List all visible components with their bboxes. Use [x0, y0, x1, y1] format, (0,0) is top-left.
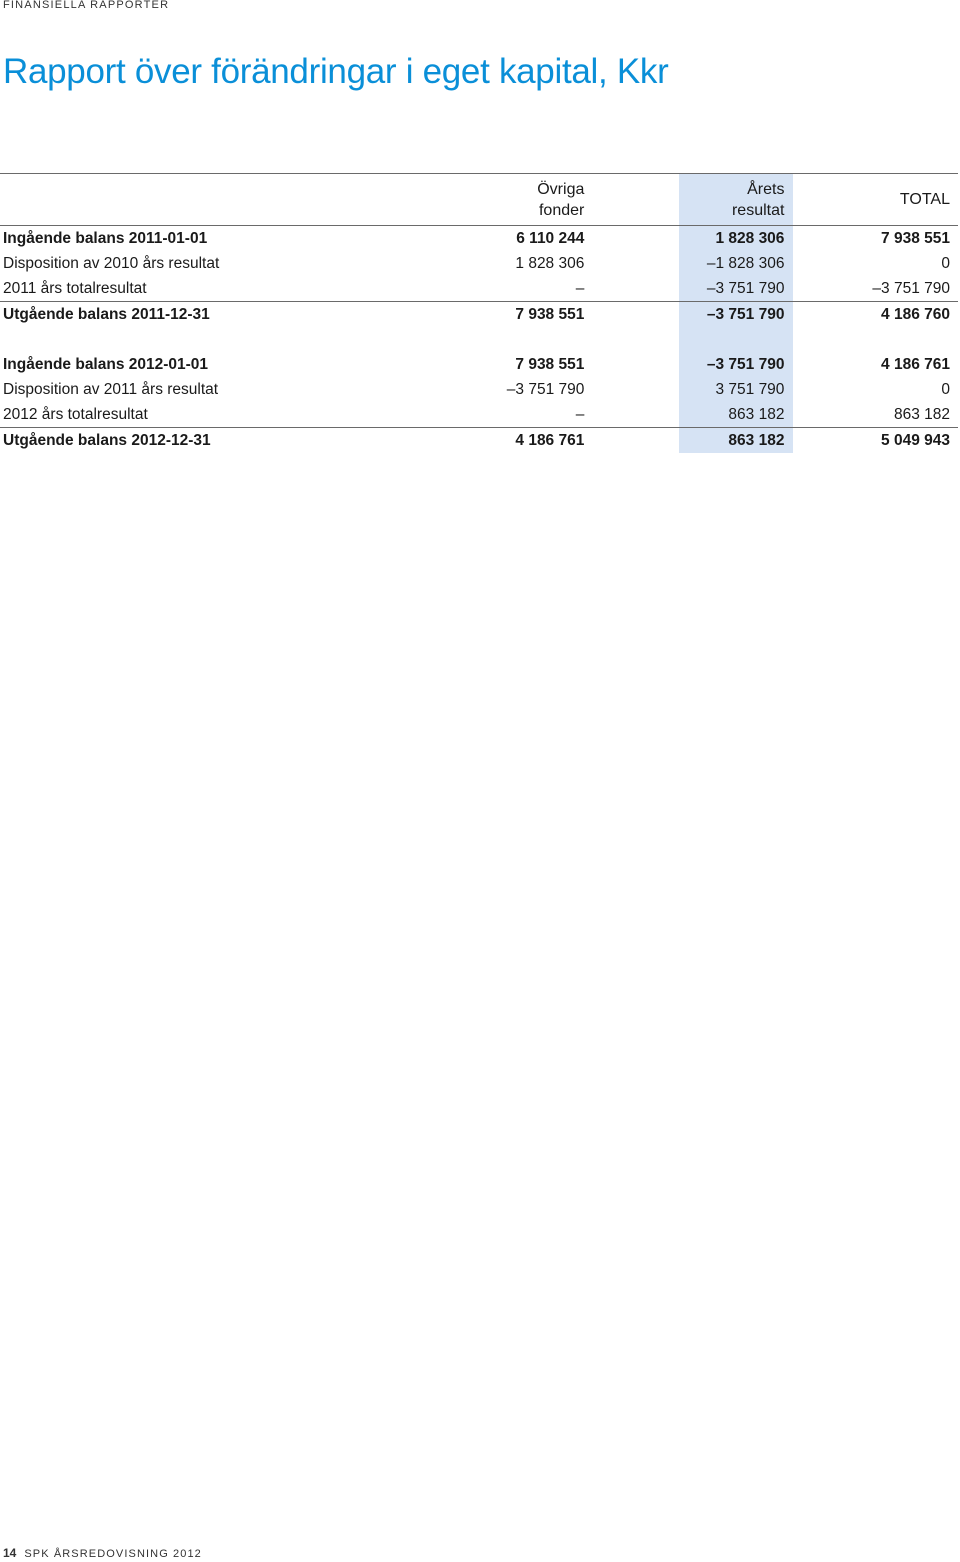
row-total: 7 938 551 — [881, 229, 950, 247]
table-row — [0, 302, 958, 328]
header-total: TOTAL — [899, 191, 950, 208]
header-arets-line1: Årets — [747, 180, 785, 198]
header-ovriga-line1: Övriga — [537, 180, 585, 198]
row-gap — [584, 302, 679, 328]
row-arets: –3 751 790 — [679, 302, 793, 328]
row-ovriga: –3 751 790 — [506, 380, 585, 398]
page-title: Rapport över förändringar i eget kapital, Kkr — [3, 52, 669, 91]
row-label: Utgående balans 2012-12-31 — [3, 431, 211, 449]
row-arets: –1 828 306 — [679, 251, 793, 276]
row-total: 0 — [941, 254, 950, 272]
row-label: Ingående balans 2012-01-01 — [3, 355, 209, 373]
row-gap — [584, 276, 679, 302]
row-label: Disposition av 2011 års resultat — [3, 380, 219, 398]
row-label: 2012 års totalresultat — [0, 402, 507, 428]
row-ovriga: 1 828 306 — [515, 254, 585, 272]
row-gap — [584, 226, 679, 252]
row-label: 2011 års totalresultat — [0, 276, 507, 302]
section-label: FINANSIELLA RAPPORTER — [3, 0, 170, 11]
row-total: –3 751 790 — [793, 276, 958, 302]
row-gap — [584, 352, 679, 377]
page-footer — [3, 1546, 202, 1560]
row-gap — [584, 402, 679, 428]
row-total: 863 182 — [793, 402, 958, 428]
table-header-row — [0, 174, 958, 226]
row-arets: 863 182 — [679, 428, 793, 454]
spacer-cell — [507, 327, 585, 352]
row-total: 4 186 760 — [881, 305, 950, 323]
row-arets: 3 751 790 — [679, 377, 793, 402]
table-spacer-row — [0, 327, 958, 352]
row-label: Disposition av 2010 års resultat — [3, 254, 220, 272]
row-arets: –3 751 790 — [679, 276, 793, 302]
row-arets: 863 182 — [679, 402, 793, 428]
row-arets: –3 751 790 — [679, 352, 793, 377]
row-gap — [584, 428, 679, 454]
row-total: 0 — [941, 380, 950, 398]
table-row — [0, 352, 958, 377]
spacer-cell — [679, 327, 793, 352]
table-row — [0, 377, 958, 402]
row-ovriga: 7 938 551 — [515, 305, 585, 323]
row-ovriga: – — [507, 276, 585, 302]
row-ovriga: 6 110 244 — [516, 229, 585, 247]
table-row — [0, 276, 958, 302]
row-total: 4 186 761 — [881, 355, 950, 373]
header-arets-line2: resultat — [731, 201, 785, 219]
row-label: Ingående balans 2011-01-01 — [3, 229, 208, 247]
header-ovriga-line2: fonder — [538, 201, 585, 219]
header-arets-resultat — [679, 174, 793, 226]
spacer-cell — [793, 327, 958, 352]
row-arets: 1 828 306 — [679, 226, 793, 252]
equity-changes-table — [0, 173, 958, 453]
spacer-cell — [0, 327, 507, 352]
table-row — [0, 402, 958, 428]
spacer-cell — [584, 327, 679, 352]
row-total: 5 049 943 — [881, 431, 950, 449]
row-ovriga: – — [507, 402, 585, 428]
table-row — [0, 428, 958, 454]
header-gap — [584, 174, 679, 226]
table-row — [0, 226, 958, 252]
row-gap — [584, 377, 679, 402]
row-ovriga: 7 938 551 — [515, 355, 585, 373]
page-number: 14 — [3, 1546, 17, 1560]
header-ovriga-fonder — [507, 174, 585, 226]
row-ovriga: 4 186 761 — [515, 431, 585, 449]
table-row — [0, 251, 958, 276]
publication-name: SPK ÅRSREDOVISNING 2012 — [24, 1548, 202, 1560]
header-label-cell — [0, 174, 507, 226]
row-label: Utgående balans 2011-12-31 — [3, 305, 210, 323]
row-gap — [584, 251, 679, 276]
